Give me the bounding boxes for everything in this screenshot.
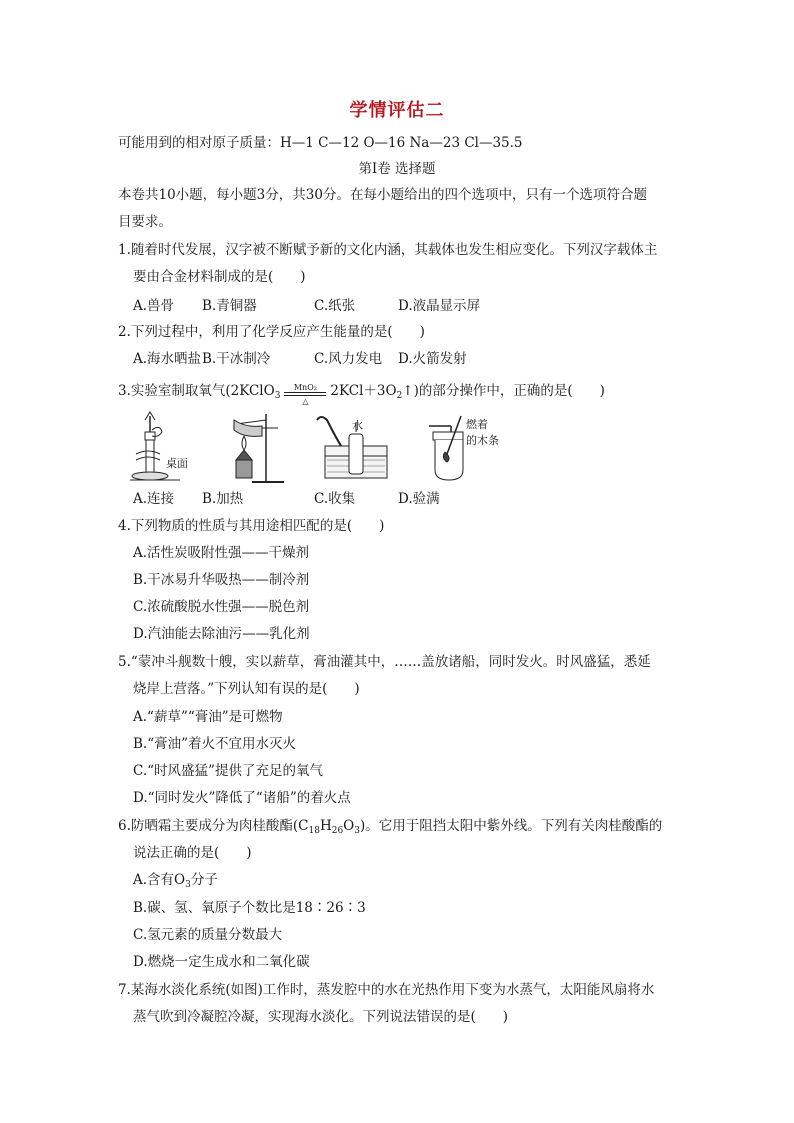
q6-option-d: D.燃烧一定生成水和二氧化碳 — [133, 954, 310, 970]
q6-stem-pre: 6.防晒霜主要成分为肉桂酸酯(C — [118, 818, 309, 834]
q1-option-b: B.青铜器 — [202, 298, 257, 314]
page-title: 学情评估二 — [349, 100, 445, 121]
q6-option-a — [133, 871, 218, 889]
q6-sub-c: 18 — [308, 826, 320, 836]
q5-stem-line-2: 烧岸上营落。”下列认知有误的是( ) — [133, 681, 360, 697]
q6-option-b: B.碳、氢、氧原子个数比是18∶26∶3 — [133, 900, 366, 916]
q2-option-b: B.干冰制冷 — [202, 351, 271, 367]
q3-option-d: D.验满 — [398, 491, 440, 507]
q7-stem-line-2: 蒸气吹到冷凝腔冷凝，实现海水淡化。下列说法错误的是( ) — [133, 1009, 509, 1025]
burning-stick-label-1: 燃着 — [466, 418, 488, 431]
instructions-line-1: 本卷共10小题，每小题3分，共30分。在每小题给出的四个选项中，只有一个选项符合题 — [118, 187, 647, 203]
heating-diagram — [226, 410, 288, 486]
q6-sub-h: 26 — [331, 826, 344, 836]
q1-option-c: C.纸张 — [314, 298, 356, 314]
q3-stem-mid: 2KCl＋3O — [330, 383, 397, 399]
q6-h: H — [319, 818, 332, 834]
connect-diagram — [128, 410, 198, 486]
q6-option-a-sub: 3 — [185, 880, 191, 890]
figure-connect — [128, 410, 198, 486]
heat-symbol: △ — [302, 397, 309, 406]
q2-option-a: A.海水晒盐 — [133, 351, 202, 367]
q3-stem — [118, 382, 605, 406]
q4-option-b: B.干冰易升华吸热——制冷剂 — [133, 572, 310, 588]
q6-option-a-pre: A.含有O — [133, 872, 186, 888]
burning-stick-label-2: 的木条 — [466, 434, 499, 447]
q2-option-d: D.火箭发射 — [398, 351, 467, 367]
desk-label: 桌面 — [166, 457, 188, 470]
q1-option-d: D.液晶显示屏 — [398, 298, 481, 314]
q4-option-d: D.汽油能去除油污——乳化剂 — [133, 626, 310, 642]
figure-heat — [226, 410, 288, 486]
q5-option-c: C.“时风盛猛”提供了充足的氧气 — [133, 763, 323, 779]
q1-option-a: A.兽骨 — [133, 298, 175, 314]
q4-option-c: C.浓硫酸脱水性强——脱色剂 — [133, 599, 310, 615]
q3-sub-1: 3 — [274, 391, 281, 401]
q5-option-b: B.“膏油”着火不宜用水灭火 — [133, 736, 297, 752]
q1-stem-line-2: 要由合金材料制成的是( ) — [133, 269, 306, 285]
q3-option-a: A.连接 — [133, 491, 175, 507]
q4-stem: 4.下列物质的性质与其用途相匹配的是( ) — [118, 518, 385, 534]
q5-option-a: A.“薪草”“膏油”是可燃物 — [133, 709, 283, 725]
q6-stem-post: )。它用于阻挡太阳中紫外线。下列有关肉桂酸酯的 — [359, 818, 663, 834]
q3-stem-post: ↑)的部分操作中，正确的是( ) — [402, 383, 605, 399]
q5-stem-line-1: 5.“蒙冲斗舰数十艘，实以薪草，膏油灌其中，……盖放诸船，同时发火。时风盛猛，悉延 — [118, 654, 651, 670]
reaction-condition — [280, 382, 330, 406]
q6-stem-line-2: 说法正确的是( ) — [133, 845, 252, 861]
instructions-line-2: 目要求。 — [118, 214, 172, 230]
q2-stem: 2.下列过程中，利用了化学反应产生能量的是( ) — [118, 324, 425, 340]
q5-option-d: D.“同时发火”降低了“诸船”的着火点 — [133, 790, 351, 806]
q6-option-a-post: 分子 — [190, 872, 218, 888]
q3-option-c: C.收集 — [314, 491, 356, 507]
atomic-mass-line: 可能用到的相对原子质量：H—1 C—12 O—16 Na—23 Cl—35.5 — [118, 135, 523, 151]
q3-sub-2: 2 — [396, 391, 403, 401]
catalyst-label: MnO₂ — [293, 383, 317, 392]
q6-sub-o: 3 — [354, 826, 360, 836]
q6-option-c: C.氢元素的质量分数最大 — [133, 927, 283, 943]
q4-option-a: A.活性炭吸附性强——干燥剂 — [133, 545, 310, 561]
q3-option-b: B.加热 — [202, 491, 244, 507]
q1-stem-line-1: 1.随着时代发展，汉字被不断赋予新的文化内涵，其载体也发生相应变化。下列汉字载体主 — [118, 242, 658, 258]
section-title: 第Ⅰ卷 选择题 — [358, 161, 436, 177]
q7-stem-line-1: 7.某海水淡化系统(如图)工作时，蒸发腔中的水在光热作用下变为水蒸气，太阳能风扇将水 — [118, 982, 655, 998]
q6-o: O — [343, 818, 355, 834]
q6-stem-line-1 — [118, 817, 662, 835]
water-label: 水 — [352, 419, 363, 432]
q3-stem-pre: 3.实验室制取氧气(2KClO — [118, 383, 275, 399]
q2-option-c: C.风力发电 — [314, 351, 383, 367]
